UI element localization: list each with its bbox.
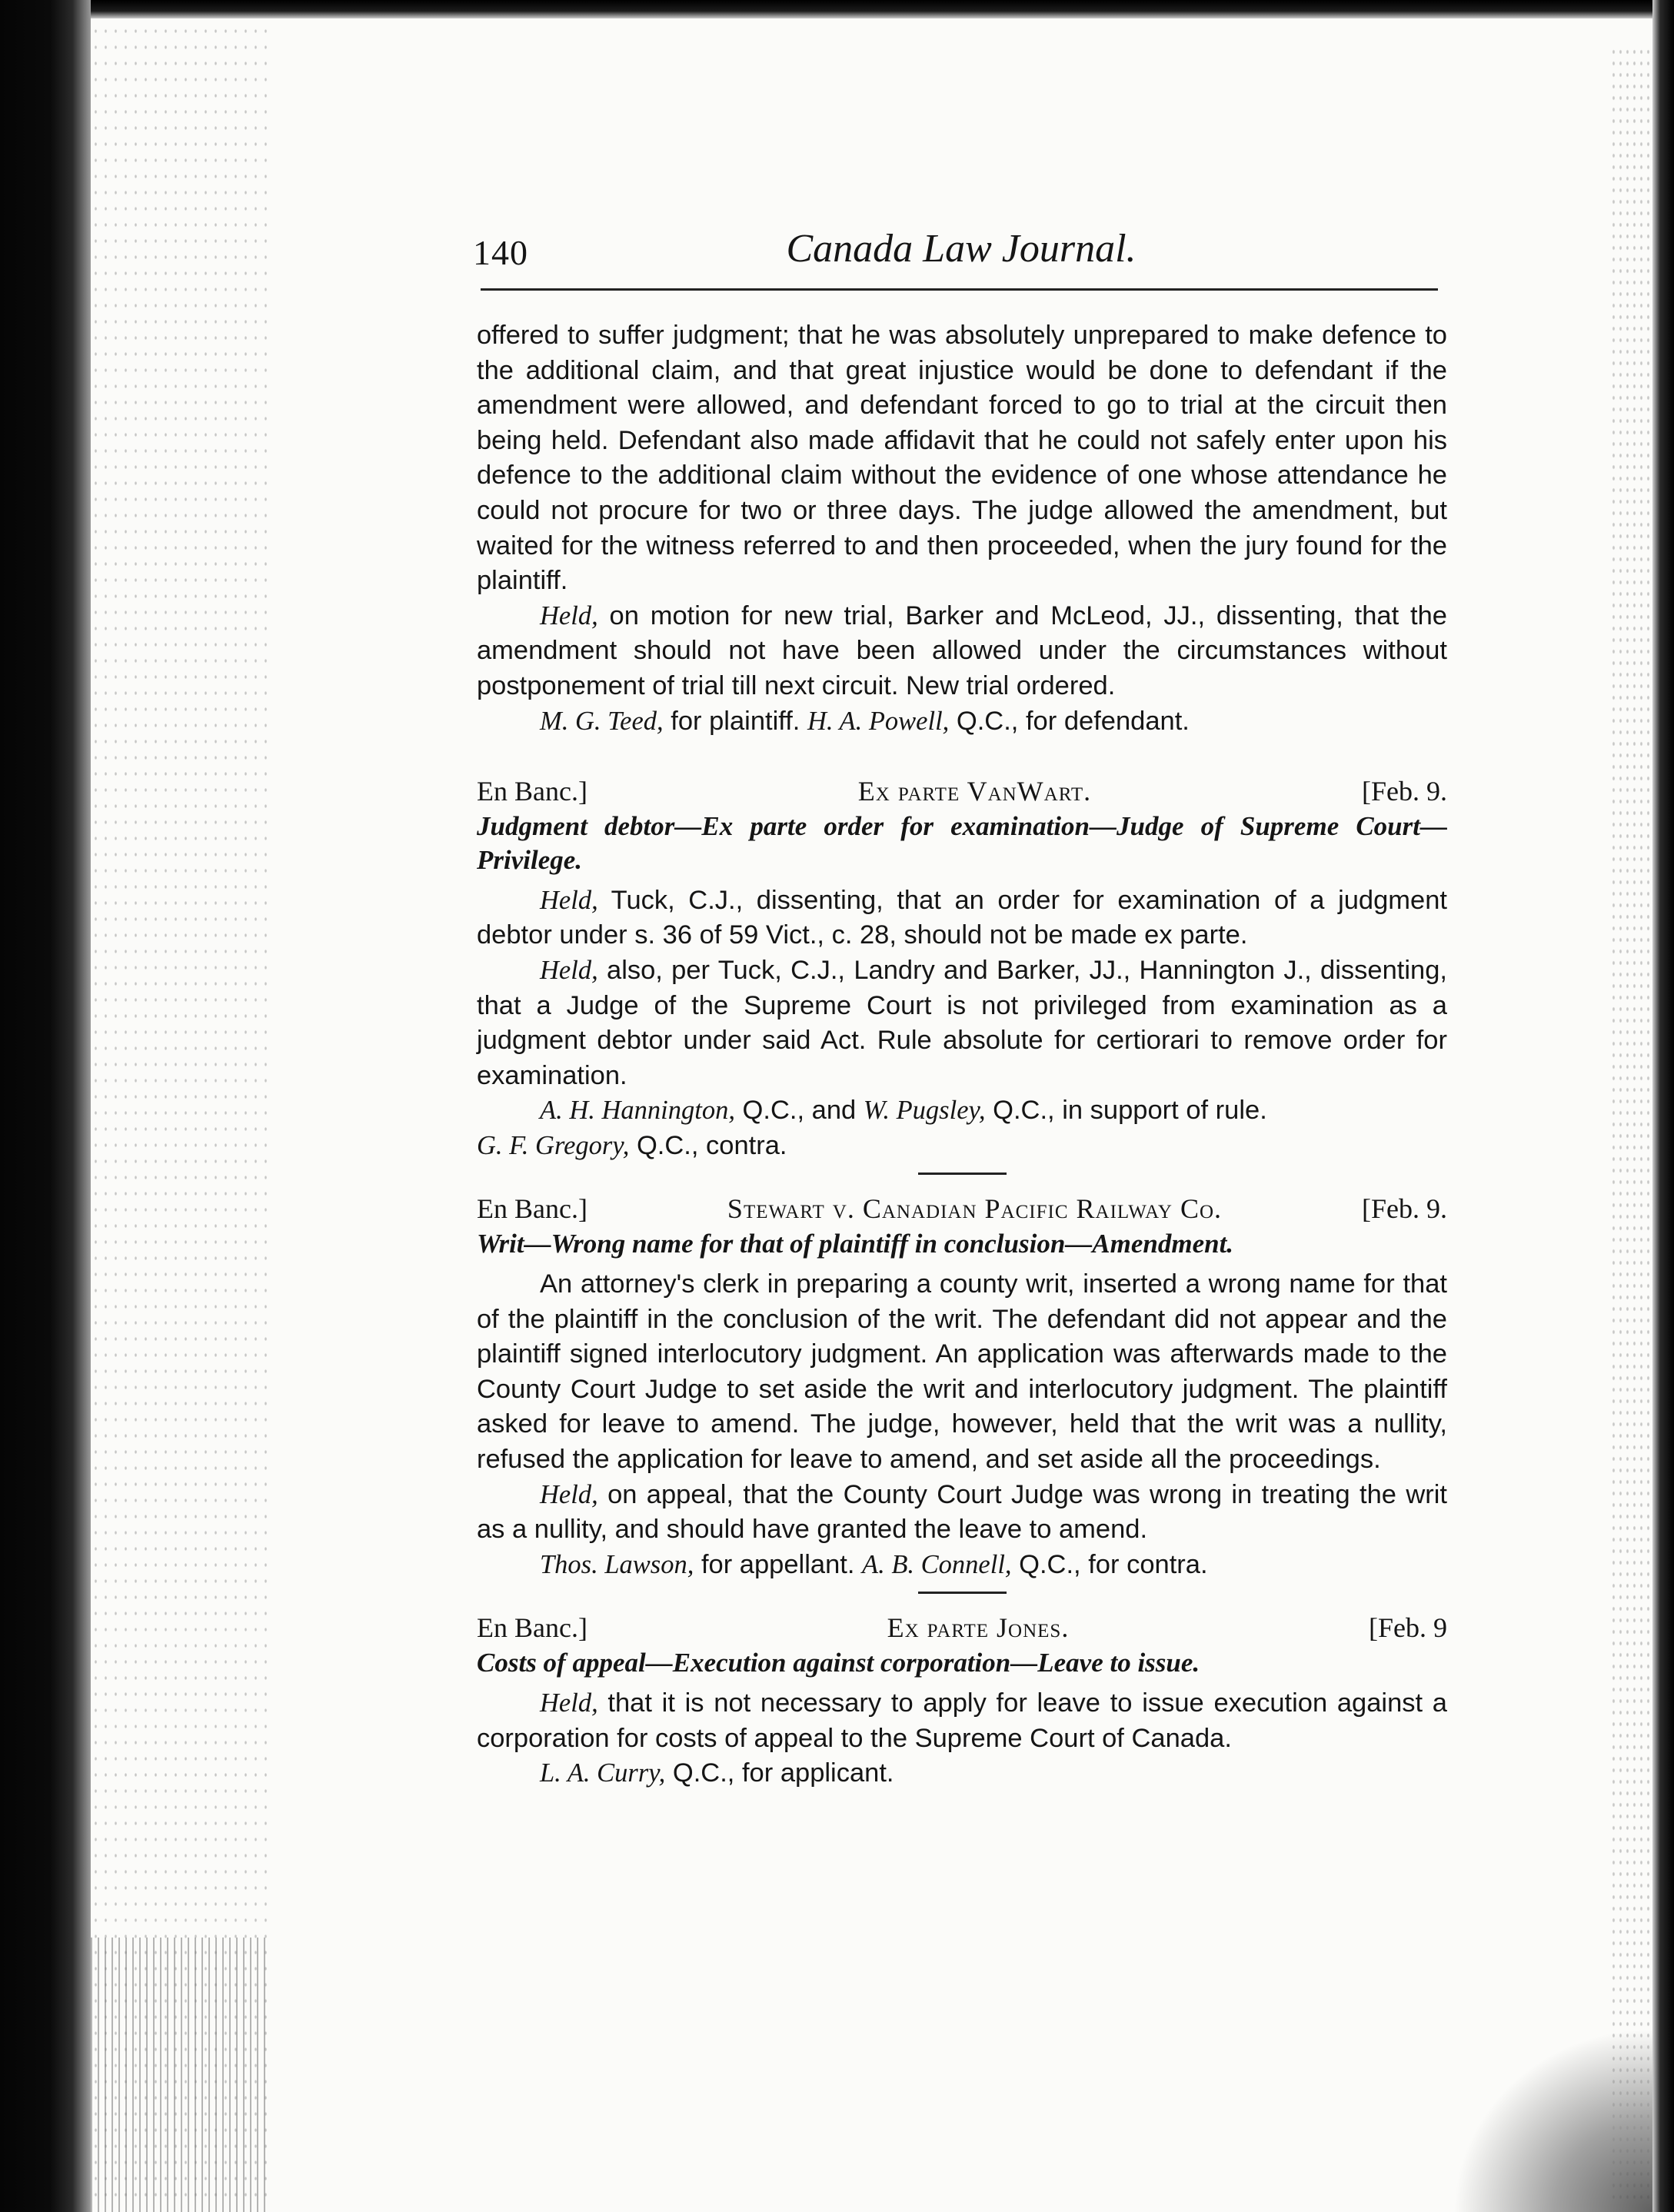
counsel-name: A. B. Connell, xyxy=(862,1549,1012,1579)
case-catchwords: Judgment debtor—Ex parte order for examination—Judge of Supreme Court—Privilege. xyxy=(477,810,1447,875)
scan-noise-left-bottom xyxy=(91,1938,268,2212)
case-date: [Feb. 9. xyxy=(1362,776,1447,807)
case1-paragraph: offered to suffer judgment; that he was absolutely unprepared to make defence to the additional claim, and that great injustice would be done to defendant if the amendment were allowed, and defendant forced to go to trial at the circuit then being held. Defendant also made affidavit that he could not safely enter upon his defence to the additional claim without the evidence of one whose attendance he could not procure for two or three days. The judge allowed the amendment, but waited for the witness referred to and then proceeded, when the jury found for the plaintiff. xyxy=(477,321,1447,596)
case-date: [Feb. 9 xyxy=(1368,1612,1447,1644)
held-label: Held, xyxy=(540,885,598,915)
scan-edge-top xyxy=(0,0,1674,18)
court-label: En Banc.] xyxy=(477,776,587,807)
scan-noise-right xyxy=(1610,46,1652,2199)
held-text: on appeal, that the County Court Judge was wrong in treating the writ as a nullity, and should have granted the leave to amend. xyxy=(477,1479,1447,1545)
held-text: also, per Tuck, C.J., Landry and Barker, JJ., Hannington J., dissenting, that a Judge of the Supreme Court is not privileged from examination as a judgment debtor under said Act. Rule absolute for certiorari to remove order for examination. xyxy=(477,955,1447,1090)
journal-title: Canada Law Journal. xyxy=(786,227,1137,271)
case1-held xyxy=(477,599,1447,704)
case3-paragraph: An attorney's clerk in preparing a county writ, inserted a wrong name for that of the plaintiff in the conclusion of the writ. The defendant did not appear and the plaintiff signed interlocutory judgment. An application was afterwards made to the County Court Judge to set aside the writ and interlocutory judgment. The plaintiff asked for leave to amend. The judge, however, held that the writ was a nullity, refused the application for leave to amend, and set aside all the proceedings. xyxy=(477,1269,1447,1475)
spacer xyxy=(477,1175,1447,1192)
running-head xyxy=(473,223,1449,284)
case-heading xyxy=(477,774,1447,810)
scan-edge-right xyxy=(1652,0,1674,2212)
case4-held xyxy=(477,1686,1447,1756)
case2-counsel-1 xyxy=(477,1093,1447,1129)
held-label: Held, xyxy=(540,955,598,985)
counsel-name: W. Pugsley, xyxy=(863,1096,986,1126)
counsel-name: H. A. Powell, xyxy=(807,706,950,736)
counsel-role: Q.C., for contra. xyxy=(1011,1549,1208,1579)
held-text: on motion for new trial, Barker and McLeod, JJ., dissenting, that the amendment should not have been allowed under the circumstances without postponement of trial till next circuit. New trial ordered. xyxy=(477,600,1447,700)
counsel-role: Q.C., contra. xyxy=(629,1130,787,1160)
case-name: Ex parte Jones. xyxy=(887,1612,1070,1644)
counsel-role: Q.C., for applicant. xyxy=(665,1758,894,1788)
scan-corner-bottom-right xyxy=(1453,2027,1652,2212)
header-rule xyxy=(481,288,1438,291)
case2-held-2 xyxy=(477,953,1447,1093)
counsel-role: for plaintiff. xyxy=(663,706,807,736)
counsel-name: A. H. Hannington, xyxy=(540,1096,735,1126)
held-label: Held, xyxy=(540,1479,598,1509)
counsel-name: M. G. Teed, xyxy=(540,706,664,736)
case-heading xyxy=(477,1611,1447,1646)
page-body xyxy=(477,318,1447,1791)
court-label: En Banc.] xyxy=(477,1612,587,1644)
counsel-name: L. A. Curry, xyxy=(540,1758,666,1788)
counsel-role: Q.C., and xyxy=(734,1096,864,1126)
case-date: [Feb. 9. xyxy=(1362,1193,1447,1225)
counsel-role: Q.C., for defendant. xyxy=(949,706,1190,736)
case-heading xyxy=(477,1192,1447,1227)
case-name: Ex parte VanWart. xyxy=(857,776,1092,807)
held-label: Held, xyxy=(540,1688,598,1718)
court-label: En Banc.] xyxy=(477,1193,587,1225)
scan-noise-left xyxy=(91,23,268,2207)
scan-edge-left xyxy=(0,0,91,2212)
counsel-role: Q.C., in support of rule. xyxy=(985,1096,1267,1126)
case-catchwords: Writ—Wrong name for that of plaintiff in conclusion—Amendment. xyxy=(477,1229,1234,1259)
counsel-name: Thos. Lawson, xyxy=(540,1549,694,1579)
case-catchwords: Costs of appeal—Execution against corporation—Leave to issue. xyxy=(477,1648,1200,1678)
held-label: Held, xyxy=(540,600,598,630)
case4-counsel xyxy=(477,1756,1447,1791)
held-text: that it is not necessary to apply for leave to issue execution against a corporation for costs of appeal to the Supreme Court of Canada. xyxy=(477,1688,1447,1753)
case3-held xyxy=(477,1478,1447,1548)
page-number: 140 xyxy=(473,233,528,272)
spacer xyxy=(477,739,1447,774)
case2-counsel-2 xyxy=(477,1129,1447,1164)
held-text: Tuck, C.J., dissenting, that an order for examination of a judgment debtor under s. 36 of 59 Vict., c. 28, should not be made ex parte. xyxy=(477,885,1447,950)
counsel-name: G. F. Gregory, xyxy=(477,1130,630,1160)
case2-held-1 xyxy=(477,883,1447,953)
spacer xyxy=(477,1594,1447,1611)
case1-counsel xyxy=(477,704,1447,740)
case3-counsel xyxy=(477,1548,1447,1583)
case-name: Stewart v. Canadian Pacific Railway Co. xyxy=(727,1193,1223,1225)
counsel-role: for appellant. xyxy=(694,1549,863,1579)
